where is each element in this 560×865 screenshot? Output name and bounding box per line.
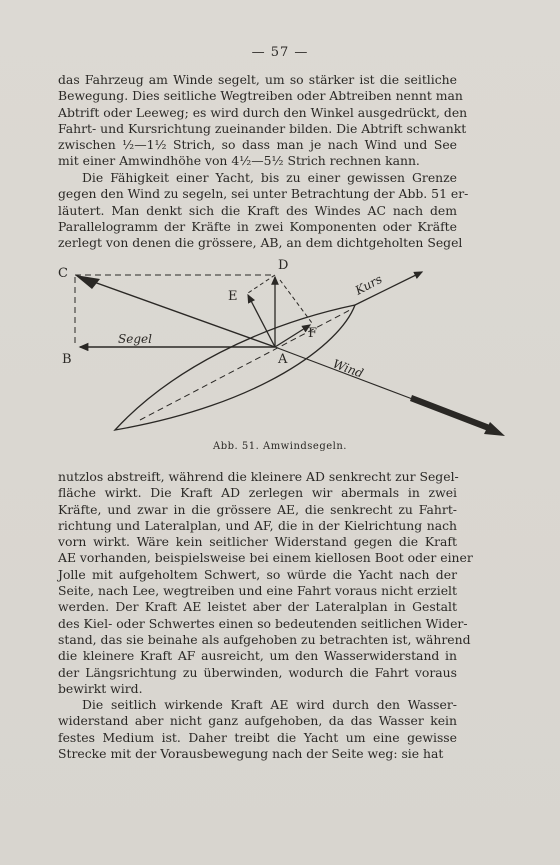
label-kurs: Kurs: [352, 271, 385, 298]
text-line: fläche wirkt. Die Kraft AD zerlegen wir abermals in zwei: [58, 485, 457, 501]
paragraph-kraefte: [58, 469, 473, 697]
label-d: D: [278, 258, 289, 273]
dashed-df: [280, 280, 312, 323]
text-line: Seite, nach Lee, wegtreiben und eine Fahrt voraus nicht erzielt: [58, 583, 457, 599]
force-af: [275, 325, 310, 347]
text-line: Bewegung. Dies seitliche Wegtreiben oder Abtreiben nennt man: [58, 88, 463, 104]
label-f: F: [308, 326, 318, 341]
text-line: AE vorhanden, beispielsweise bei einem kiellosen Boot oder einer: [58, 550, 473, 566]
figure-amwindsegeln: [50, 255, 510, 440]
text-line: die kleinere Kraft AF ausreicht, um den Wasserwiderstand in: [58, 648, 457, 664]
figure-caption: Abb. 51. Amwindsegeln.: [213, 441, 347, 452]
text-line: richtung und Lateralplan, und AF, die in der Kielrichtung nach: [58, 517, 457, 533]
text-line: widerstand aber nicht ganz aufgehoben, da das Wasser kein: [58, 713, 457, 729]
text-line: der Längsrichtung zu überwinden, wodurch die Fahrt voraus: [58, 664, 457, 680]
yacht-hull: [115, 305, 355, 430]
text-line: zwischen ½—1½ Strich, so dass man je nach Wind und See: [58, 137, 457, 153]
keel-line: [140, 310, 350, 420]
text-line: festes Medium ist. Daher treibt die Yacht um eine gewisse: [58, 729, 457, 745]
label-c: C: [58, 266, 68, 281]
force-ac: [80, 277, 275, 347]
text-line: vorn wirkt. Wäre kein seitlicher Widerstand gegen die Kraft: [58, 534, 457, 550]
text-line: werden. Der Kraft AE leistet aber der Lateralplan in Gestalt: [58, 599, 457, 615]
page-number: — 57 —: [251, 45, 309, 60]
text-line: Fahrt- und Kursrichtung zueinander bilden. Die Abtrift schwankt: [58, 120, 467, 136]
paragraph-wasserwiderstand: [58, 697, 457, 762]
paragraph-faehigkeit: [58, 170, 469, 251]
label-b: B: [62, 352, 72, 367]
text-line: Die seitlich wirkende Kraft AE wird durch den Wasser-: [82, 697, 457, 712]
text-line: läutert. Man denkt sich die Kraft des Windes AC nach dem: [58, 202, 457, 218]
text-line: gegen den Wind zu segeln, sei unter Betrachtung der Abb. 51 er-: [58, 186, 469, 202]
text-line: zerlegt von denen die grössere, AB, an dem dichtgeholten Segel: [58, 235, 463, 251]
text-line: das Fahrzeug am Winde segelt, um so stärker ist die seitliche: [58, 72, 457, 87]
text-line: Strecke mit der Vorausbewegung nach der Seite weg: sie hat: [58, 745, 444, 761]
label-a: A: [278, 352, 288, 367]
text-line: mit einer Amwindhöhe von 4½—5½ Strich rechnen kann.: [58, 153, 420, 169]
text-line: Abtrift oder Leeweg; es wird durch den Winkel ausgedrückt, den: [58, 104, 468, 120]
text-line: bewirkt wird.: [58, 680, 143, 696]
text-line: stand, das sie beinahe als aufgehoben zu betrachten ist, während: [58, 631, 471, 647]
text-line: Die Fähigkeit einer Yacht, bis zu einer gewissen Grenze: [82, 170, 457, 185]
label-wind: Wind: [330, 356, 366, 381]
text-line: des Kiel- oder Schwertes einen so bedeutenden seitlichen Wider-: [58, 615, 468, 631]
arrowhead-c: [75, 275, 100, 289]
text-line: Parallelogramm der Kräfte in zwei Komponenten oder Kräfte: [58, 218, 457, 234]
dashed-de: [248, 275, 275, 293]
text-line: Jolle mit aufgeholtem Schwert, so würde die Yacht nach der: [58, 566, 457, 582]
paragraph-abtrift: [58, 72, 468, 170]
text-line: Kräfte, und zwar in die grössere AE, die senkrecht zu Fahrt-: [58, 501, 457, 517]
text-line: nutzlos abstreift, während die kleinere AD senkrecht zur Segel-: [58, 469, 459, 484]
wind-arrow-shaft: [410, 395, 490, 431]
label-segel: Segel: [118, 332, 152, 346]
label-e: E: [228, 289, 238, 304]
